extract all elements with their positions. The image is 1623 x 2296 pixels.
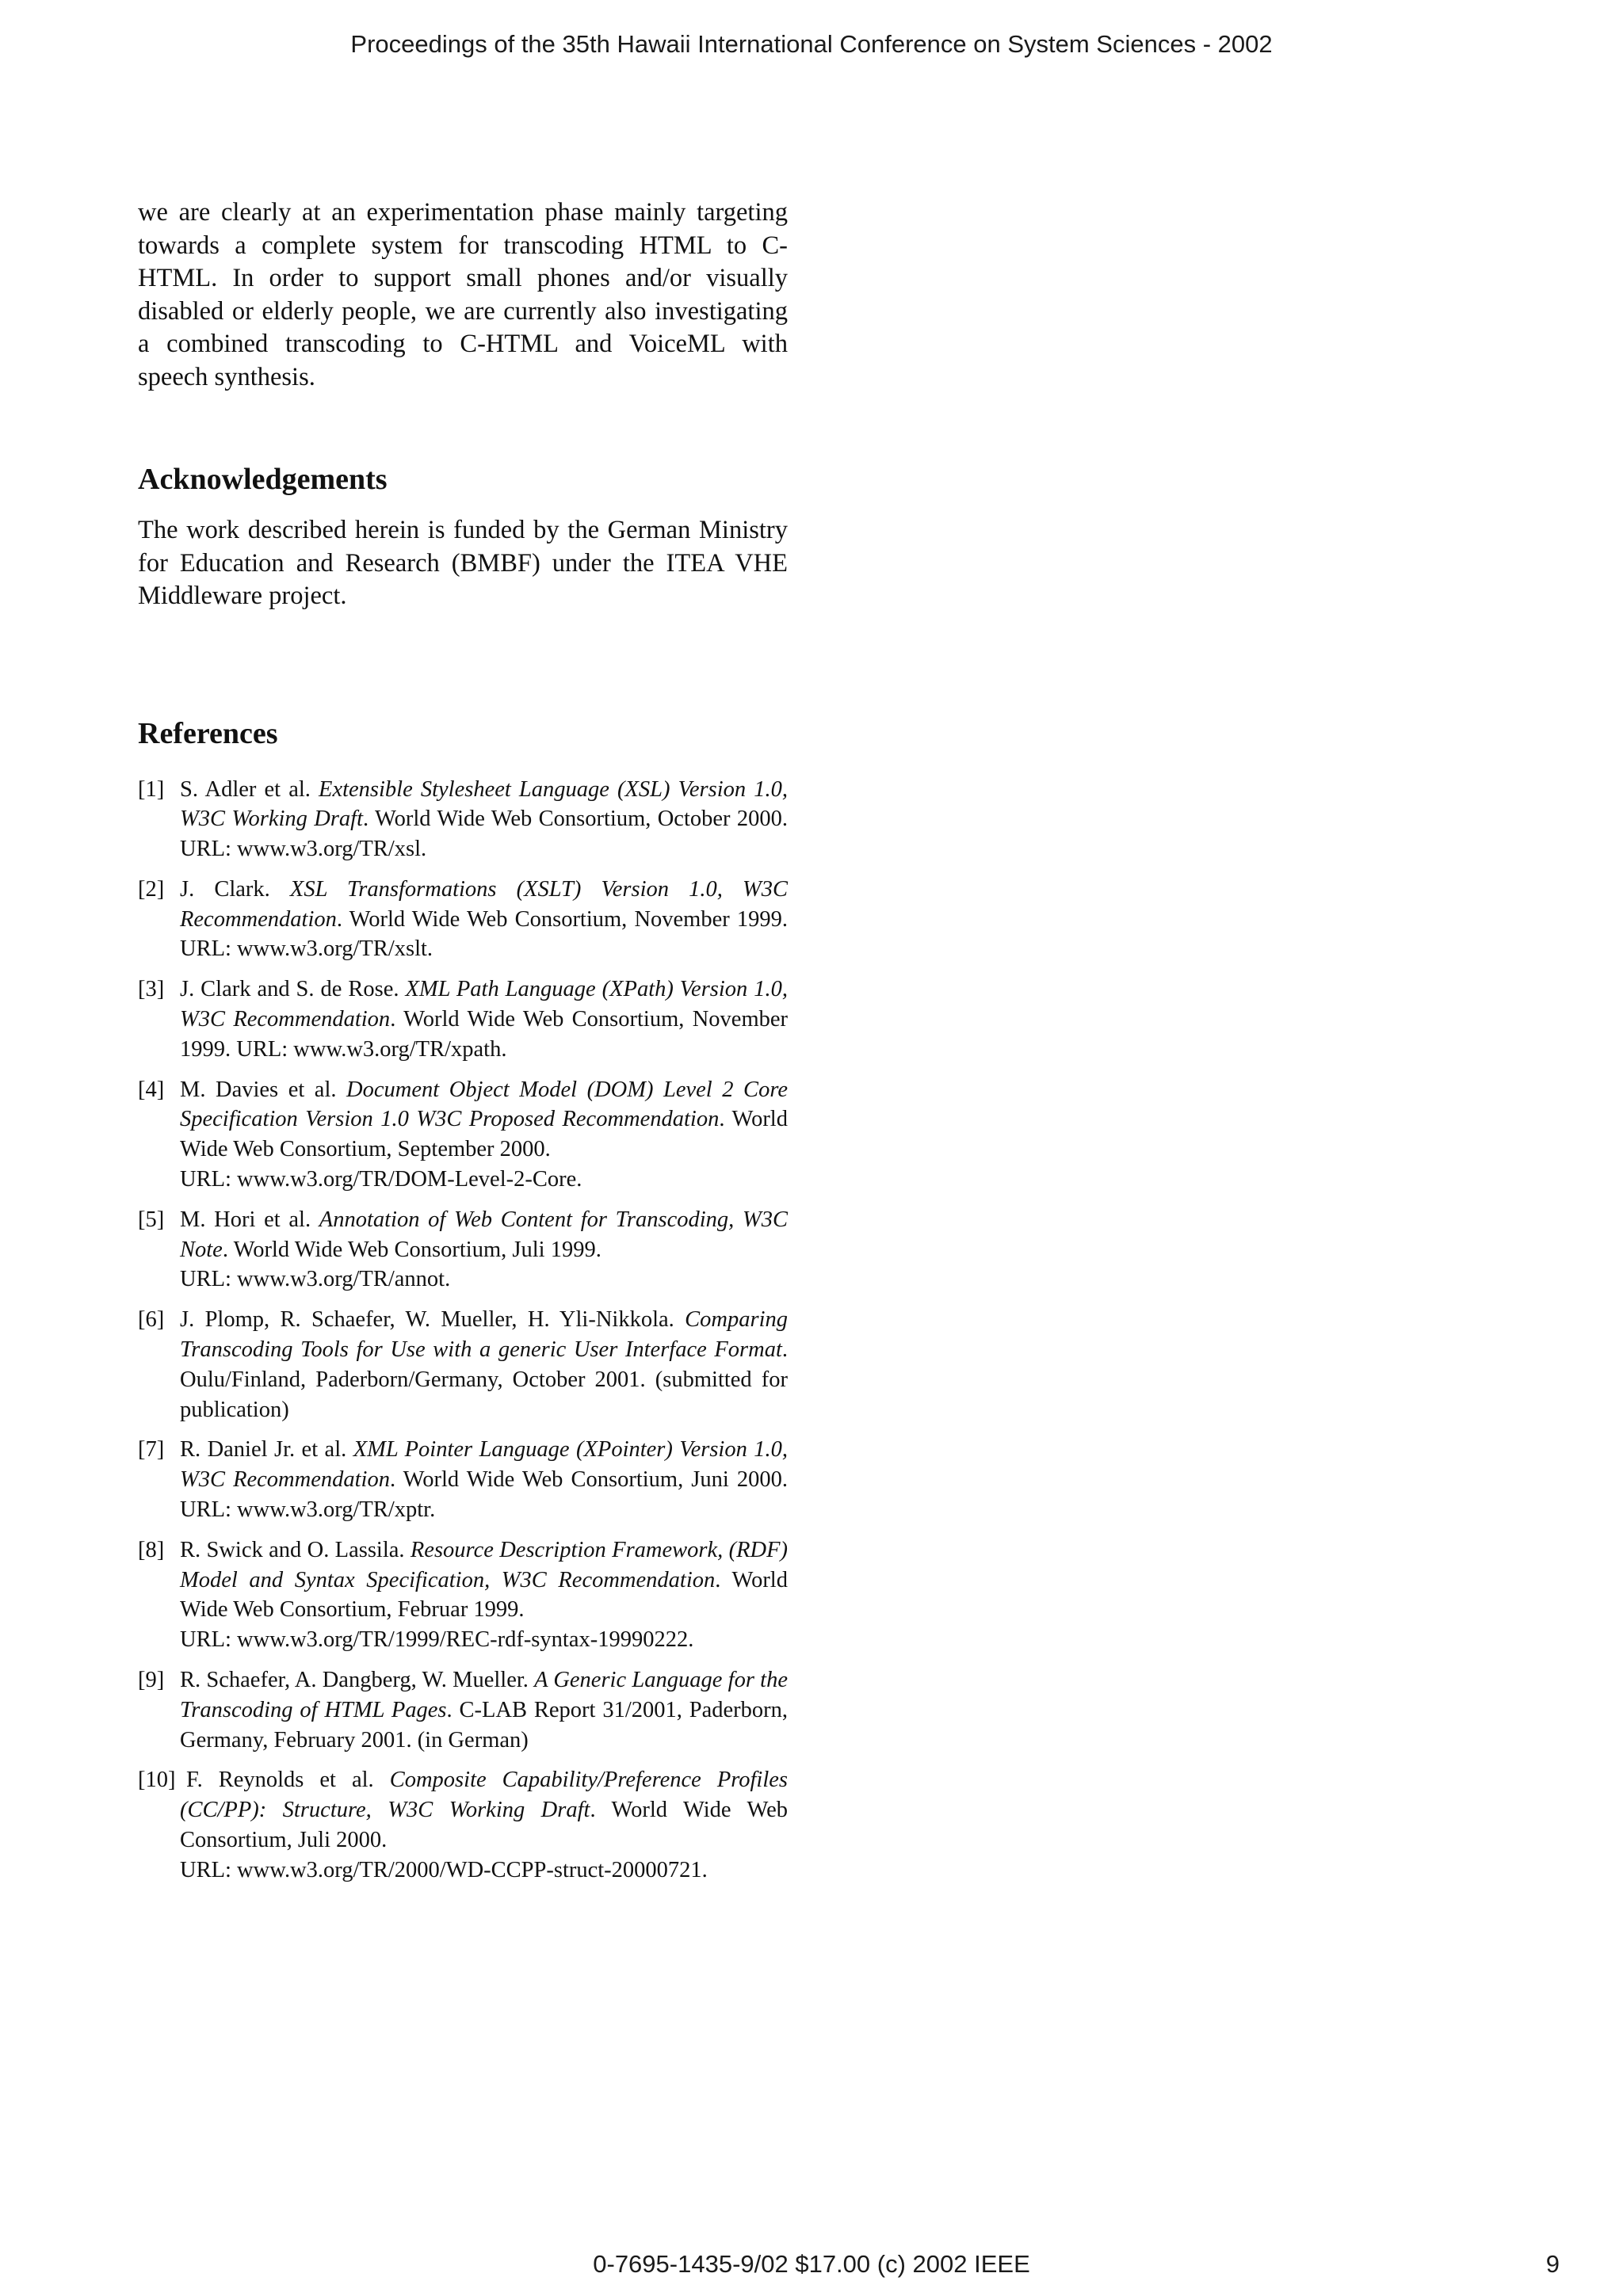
reference-details: World Wide Web Consortium, September 2000.: [180, 1107, 788, 1162]
reference-url: URL: www.w3.org/TR/1999/REC-rdf-syntax-19990222.: [180, 1627, 694, 1653]
reference-item: [5] M. Hori et al. Annotation of Web Content for Transcoding, W3C Note. World Wide Web Consortium, Juli 1999. URL: www.w3.org/TR/annot.: [138, 1205, 788, 1295]
reference-title: Document Object Model (DOM) Level 2 Core Specification Version 1.0 W3C Proposed Recommendation: [180, 1077, 789, 1132]
reference-number: [2]: [138, 876, 165, 902]
reference-details: World Wide Web Consortium, Juli 2000.: [180, 1798, 788, 1852]
intro-paragraph: we are clearly at an experimentation phase mainly targeting towards a complete system for transcoding HTML to C-HTML. In order to support small phones and/or visually disabled or elderly people, we are currently also investigating a combined transcoding to C-HTML and VoiceML with speech synthesis.: [138, 198, 788, 391]
reference-authors: J. Clark and S. de Rose.: [180, 977, 399, 1002]
reference-details: World Wide Web Consortium, Juli 1999.: [233, 1237, 601, 1262]
reference-number: [7]: [138, 1437, 165, 1463]
reference-number: [8]: [138, 1537, 165, 1562]
reference-url: URL: www.w3.org/TR/annot.: [180, 1267, 451, 1292]
reference-item: [9] R. Schaefer, A. Dangberg, W. Mueller. A Generic Language for the Transcoding of HTML Pages. C-LAB Report 31/2001, Paderborn, Germany, February 2001. (in German): [138, 1665, 788, 1755]
reference-authors: J. Plomp, R. Schaefer, W. Mueller, H. Yli-Nikkola.: [180, 1307, 674, 1333]
reference-item: [1] S. Adler et al. Extensible Stylesheet Language (XSL) Version 1.0, W3C Working Draft. World Wide Web Consortium, October 2000. URL: www.w3.org/TR/xsl.: [138, 775, 788, 864]
reference-authors: F. Reynolds et al.: [186, 1768, 374, 1793]
reference-number: [5]: [138, 1207, 165, 1232]
running-head: Proceedings of the 35th Hawaii International Conference on System Sciences - 2002: [350, 30, 1273, 58]
reference-url: URL: www.w3.org/TR/2000/WD-CCPP-struct-20000721.: [180, 1857, 708, 1882]
reference-title: XML Pointer Language (XPointer) Version 1.0, W3C Recommendation: [180, 1437, 789, 1493]
reference-authors: J. Clark.: [180, 876, 270, 902]
reference-title: XML Path Language (XPath) Version 1.0, W3C Recommendation: [180, 977, 789, 1032]
reference-item: [7] R. Daniel Jr. et al. XML Pointer Language (XPointer) Version 1.0, W3C Recommendation. World Wide Web Consortium, Juni 2000. URL: www.w3.org/TR/xptr.: [138, 1435, 788, 1524]
reference-authors: R. Daniel Jr. et al.: [180, 1437, 347, 1463]
reference-url: URL: www.w3.org/TR/DOM-Level-2-Core.: [180, 1167, 582, 1192]
reference-title: Comparing Transcoding Tools for Use with a generic User Interface Format: [180, 1307, 788, 1363]
reference-item: [10] F. Reynolds et al. Composite Capability/Preference Profiles (CC/PP): Structure, W3C Working Draft. World Wide Web Consortium, Juli 2000. URL: www.w3.org/TR/2000/WD-CCPP-struct-20000721.: [138, 1765, 788, 1885]
reference-authors: R. Schaefer, A. Dangberg, W. Mueller.: [180, 1668, 529, 1693]
reference-authors: M. Hori et al.: [180, 1207, 311, 1232]
reference-title: A Generic Language for the Transcoding of HTML Pages: [180, 1668, 788, 1722]
reference-details: World Wide Web Consortium, October 2000. URL: www.w3.org/TR/xsl.: [180, 807, 788, 862]
acknowledgements-text: The work described herein is funded by the German Ministry for Education and Research (BMBF) under the ITEA VHE Middleware project.: [138, 516, 788, 610]
reference-authors: M. Davies et al.: [180, 1077, 337, 1102]
reference-title: Extensible Stylesheet Language (XSL) Version 1.0, W3C Working Draft: [180, 776, 789, 832]
reference-item: [3] J. Clark and S. de Rose. XML Path Language (XPath) Version 1.0, W3C Recommendation. World Wide Web Consortium, November 1999. URL: www.w3.org/TR/xpath.: [138, 974, 788, 1064]
reference-title: Composite Capability/Preference Profiles (CC/PP): Structure, W3C Working Draft: [180, 1768, 789, 1823]
reference-details: World Wide Web Consortium, Februar 1999.: [180, 1567, 788, 1623]
reference-list: [138, 775, 788, 1886]
reference-item: [8] R. Swick and O. Lassila. Resource Description Framework, (RDF) Model and Syntax Specification, W3C Recommendation. World Wide Web Consortium, Februar 1999. URL: www.w3.org/TR/1999/REC-rdf-syntax-19990222.: [138, 1535, 788, 1655]
reference-details: Oulu/Finland, Paderborn/Germany, October 2001. (submitted for publication): [180, 1367, 788, 1422]
reference-item: [4] M. Davies et al. Document Object Model (DOM) Level 2 Core Specification Version 1.0 W3C Proposed Recommendation. World Wide Web Consortium, September 2000. URL: www.w3.org/TR/DOM-Level-2-Core.: [138, 1075, 788, 1195]
reference-number: [9]: [138, 1668, 165, 1693]
reference-authors: S. Adler et al.: [180, 776, 311, 802]
reference-item: [2] J. Clark. XSL Transformations (XSLT) Version 1.0, W3C Recommendation. World Wide Web Consortium, November 1999. URL: www.w3.org/TR/xslt.: [138, 875, 788, 964]
acknowledgements-title: Acknowledgements: [138, 463, 388, 496]
reference-number: [3]: [138, 977, 165, 1002]
reference-details: C-LAB Report 31/2001, Paderborn, Germany, February 2001. (in German): [180, 1697, 789, 1753]
reference-authors: R. Swick and O. Lassila.: [180, 1537, 405, 1562]
page-number: 9: [1545, 2250, 1560, 2278]
reference-number: [6]: [138, 1307, 165, 1333]
reference-details: World Wide Web Consortium, November 1999. URL: www.w3.org/TR/xslt.: [180, 906, 788, 962]
reference-number: [1]: [138, 776, 165, 802]
reference-number: [10]: [138, 1768, 176, 1793]
reference-item: [6] J. Plomp, R. Schaefer, W. Mueller, H. Yli-Nikkola. Comparing Transcoding Tools for Use with a generic User Interface Format. Oulu/Finland, Paderborn/Germany, October 2001. (submitted for publication): [138, 1305, 788, 1425]
references-title: References: [138, 716, 278, 750]
reference-details: World Wide Web Consortium, Juni 2000. URL: www.w3.org/TR/xptr.: [180, 1467, 789, 1523]
main-column: [138, 196, 788, 1896]
reference-title: XSL Transformations (XSLT) Version 1.0, W3C Recommendation: [180, 876, 788, 932]
reference-title: Resource Description Framework, (RDF) Model and Syntax Specification, W3C Recommendation: [180, 1537, 789, 1592]
copyright-footer: 0-7695-1435-9/02 $17.00 (c) 2002 IEEE: [593, 2250, 1030, 2278]
reference-details: World Wide Web Consortium, November 1999. URL: www.w3.org/TR/xpath.: [180, 1007, 788, 1062]
reference-number: [4]: [138, 1077, 165, 1102]
reference-title: Annotation of Web Content for Transcoding, W3C Note: [180, 1207, 789, 1262]
